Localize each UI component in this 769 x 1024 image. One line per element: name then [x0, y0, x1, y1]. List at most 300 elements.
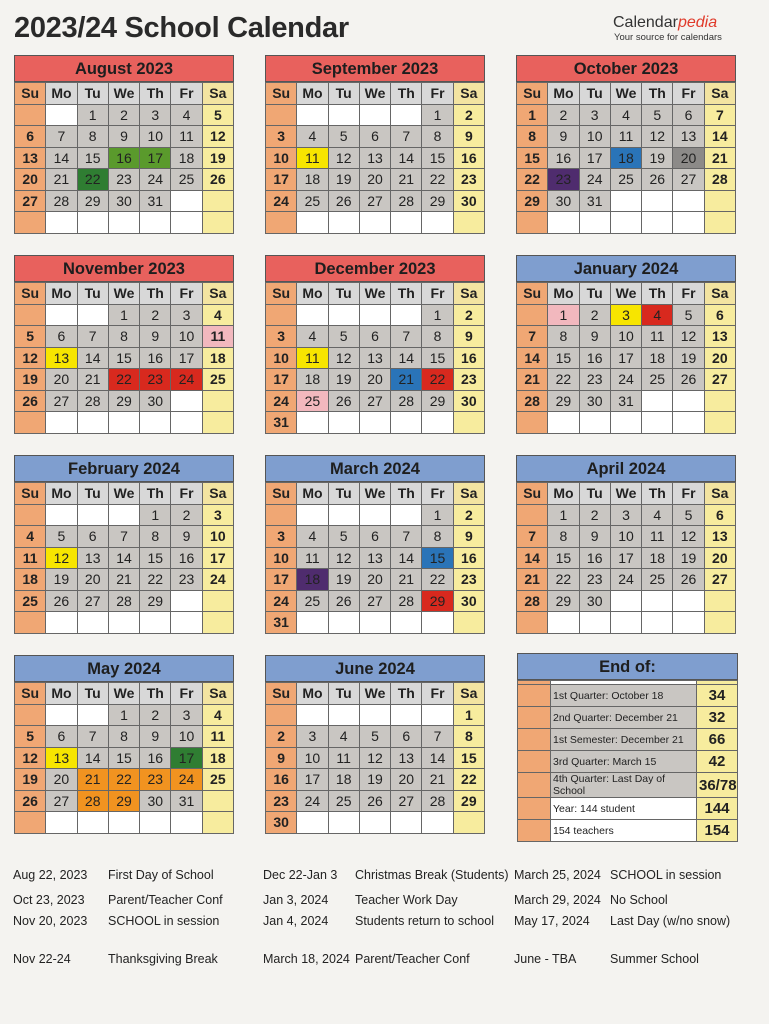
day-cell: 23	[453, 369, 484, 391]
day-cell: 23	[266, 790, 297, 812]
day-cell: 21	[391, 169, 422, 191]
weekday-header: Sa	[704, 483, 735, 505]
day-cell: 8	[422, 326, 453, 348]
day-cell: 28	[77, 790, 108, 812]
day-cell: 2	[140, 704, 171, 726]
day-cell: 7	[422, 726, 453, 748]
day-cell: 30	[453, 190, 484, 212]
day-cell: 22	[140, 569, 171, 591]
day-cell: 19	[328, 169, 359, 191]
note-event: Parent/Teacher Conf	[108, 893, 223, 907]
day-cell: 14	[391, 347, 422, 369]
day-cell: 5	[642, 104, 673, 126]
day-cell: 6	[704, 504, 735, 526]
day-cell: 14	[704, 126, 735, 148]
day-cell: 16	[140, 747, 171, 769]
day-cell: 27	[391, 790, 422, 812]
weekday-header: We	[359, 83, 390, 105]
day-cell: 27	[46, 790, 77, 812]
day-cell: 17	[140, 147, 171, 169]
day-cell: 4	[610, 104, 641, 126]
day-cell: 7	[108, 526, 139, 548]
weekday-header: Mo	[46, 83, 77, 105]
day-cell: 18	[642, 547, 673, 569]
weekday-header: Su	[15, 483, 46, 505]
day-cell: 25	[15, 590, 46, 612]
day-cell: 7	[77, 726, 108, 748]
day-cell: 1	[422, 104, 453, 126]
day-cell: 27	[359, 390, 390, 412]
day-cell: 22	[548, 569, 579, 591]
day-cell: 15	[422, 347, 453, 369]
day-cell: 18	[642, 347, 673, 369]
weekday-header: Sa	[453, 483, 484, 505]
note-event: SCHOOL in session	[610, 868, 722, 882]
day-cell: 2	[171, 504, 202, 526]
day-cell: 11	[171, 126, 202, 148]
day-cell: 17	[610, 347, 641, 369]
day-cell: 16	[579, 547, 610, 569]
weekday-header: Su	[266, 283, 297, 305]
weekday-header: We	[108, 83, 139, 105]
day-cell: 13	[46, 747, 77, 769]
weekday-header: Fr	[422, 483, 453, 505]
day-cell: 16	[453, 147, 484, 169]
day-cell: 5	[328, 126, 359, 148]
weekday-header: Fr	[422, 283, 453, 305]
day-cell: 12	[359, 747, 390, 769]
weekday-header: We	[108, 483, 139, 505]
day-cell: 24	[610, 569, 641, 591]
day-cell: 20	[704, 547, 735, 569]
day-cell: 30	[140, 790, 171, 812]
day-cell: 6	[673, 104, 704, 126]
day-cell: 14	[77, 747, 108, 769]
day-cell: 31	[610, 390, 641, 412]
day-cell: 24	[171, 369, 202, 391]
day-cell: 16	[579, 347, 610, 369]
day-cell: 15	[548, 547, 579, 569]
day-cell: 5	[15, 326, 46, 348]
weekday-header: Tu	[579, 83, 610, 105]
day-cell: 7	[77, 326, 108, 348]
weekday-header: We	[610, 83, 641, 105]
day-cell: 3	[266, 526, 297, 548]
day-cell: 25	[297, 190, 328, 212]
day-cell: 12	[202, 126, 233, 148]
day-cell: 11	[202, 326, 233, 348]
day-cell: 2	[453, 304, 484, 326]
day-cell: 23	[140, 369, 171, 391]
day-cell: 5	[328, 526, 359, 548]
weekday-header: Mo	[46, 683, 77, 705]
day-cell: 27	[15, 190, 46, 212]
day-cell: 21	[391, 569, 422, 591]
day-cell: 24	[266, 590, 297, 612]
day-cell: 29	[140, 590, 171, 612]
note-date: Dec 22-Jan 3	[263, 868, 338, 882]
day-cell: 6	[359, 526, 390, 548]
weekday-header: We	[108, 283, 139, 305]
day-cell: 1	[517, 104, 548, 126]
day-cell: 26	[46, 590, 77, 612]
month-title: June 2024	[265, 655, 485, 682]
day-cell: 15	[422, 147, 453, 169]
day-cell: 30	[548, 190, 579, 212]
weekday-header: We	[610, 283, 641, 305]
note-date: Nov 22-24	[13, 952, 71, 966]
day-cell: 22	[77, 169, 108, 191]
day-cell: 8	[453, 726, 484, 748]
weekday-header: Th	[391, 283, 422, 305]
weekday-header: Tu	[328, 83, 359, 105]
weekday-header: Su	[517, 483, 548, 505]
month-title: March 2024	[265, 455, 485, 482]
day-cell: 3	[171, 704, 202, 726]
note-event: Teacher Work Day	[355, 893, 458, 907]
weekday-header: Tu	[77, 283, 108, 305]
day-cell: 12	[673, 326, 704, 348]
day-cell: 26	[359, 790, 390, 812]
day-cell: 19	[202, 147, 233, 169]
weekday-header: Sa	[202, 283, 233, 305]
day-cell: 13	[704, 326, 735, 348]
day-cell: 14	[391, 147, 422, 169]
day-cell: 7	[517, 326, 548, 348]
day-cell: 10	[171, 726, 202, 748]
day-cell: 2	[579, 304, 610, 326]
day-cell: 14	[391, 547, 422, 569]
day-cell: 19	[359, 769, 390, 791]
weekday-header: Sa	[453, 283, 484, 305]
day-cell: 25	[202, 369, 233, 391]
day-cell: 11	[297, 147, 328, 169]
day-cell: 25	[202, 769, 233, 791]
day-cell: 27	[77, 590, 108, 612]
weekday-header: Tu	[328, 683, 359, 705]
day-cell: 18	[297, 369, 328, 391]
day-cell: 18	[202, 747, 233, 769]
weekday-header: Mo	[297, 683, 328, 705]
weekday-header: Fr	[171, 483, 202, 505]
day-cell: 17	[266, 369, 297, 391]
day-cell: 20	[77, 569, 108, 591]
day-cell: 6	[15, 126, 46, 148]
day-cell: 2	[140, 304, 171, 326]
day-cell: 9	[140, 326, 171, 348]
day-cell: 8	[548, 326, 579, 348]
weekday-header: Su	[517, 283, 548, 305]
day-cell: 24	[171, 769, 202, 791]
day-cell: 11	[297, 547, 328, 569]
day-cell: 31	[171, 790, 202, 812]
day-cell: 7	[391, 526, 422, 548]
day-cell: 10	[610, 326, 641, 348]
weekday-header: Su	[266, 483, 297, 505]
day-cell: 28	[517, 390, 548, 412]
day-cell: 24	[202, 569, 233, 591]
day-cell: 19	[673, 547, 704, 569]
day-cell: 15	[548, 347, 579, 369]
day-cell: 22	[108, 369, 139, 391]
day-cell: 4	[297, 526, 328, 548]
day-cell: 9	[453, 126, 484, 148]
day-cell: 20	[359, 369, 390, 391]
weekday-header: Mo	[548, 83, 579, 105]
day-cell: 26	[673, 569, 704, 591]
day-cell: 10	[297, 747, 328, 769]
weekday-header: Fr	[171, 283, 202, 305]
day-cell: 17	[266, 569, 297, 591]
day-cell: 4	[297, 126, 328, 148]
day-cell: 21	[77, 769, 108, 791]
day-cell: 26	[673, 369, 704, 391]
day-cell: 22	[422, 369, 453, 391]
day-cell: 8	[422, 126, 453, 148]
day-cell: 25	[642, 569, 673, 591]
day-cell: 10	[140, 126, 171, 148]
day-cell: 1	[108, 704, 139, 726]
day-cell: 27	[704, 569, 735, 591]
day-cell: 13	[704, 526, 735, 548]
day-cell: 3	[610, 504, 641, 526]
day-cell: 8	[422, 526, 453, 548]
day-cell: 15	[140, 547, 171, 569]
note-date: Jan 3, 2024	[263, 893, 329, 907]
day-cell: 4	[202, 704, 233, 726]
weekday-header: Sa	[202, 683, 233, 705]
day-cell: 6	[704, 304, 735, 326]
month-title: April 2024	[516, 455, 736, 482]
day-cell: 17	[266, 169, 297, 191]
note-event: Christmas Break (Students)	[355, 868, 509, 882]
note-date: March 18, 2024	[263, 952, 350, 966]
weekday-header: Su	[266, 683, 297, 705]
day-cell: 22	[422, 569, 453, 591]
day-cell: 29	[453, 790, 484, 812]
day-cell: 13	[359, 147, 390, 169]
day-cell: 30	[453, 390, 484, 412]
day-cell: 28	[391, 390, 422, 412]
day-cell: 3	[610, 304, 641, 326]
day-cell: 22	[108, 769, 139, 791]
day-cell: 2	[108, 104, 139, 126]
day-cell: 21	[422, 769, 453, 791]
day-cell: 21	[704, 147, 735, 169]
weekday-header: Th	[140, 683, 171, 705]
weekday-header: We	[359, 683, 390, 705]
note-event: Last Day (w/no snow)	[610, 914, 731, 928]
day-cell: 10	[266, 347, 297, 369]
weekday-header: Su	[15, 283, 46, 305]
day-cell: 4	[15, 526, 46, 548]
day-cell: 18	[171, 147, 202, 169]
day-cell: 19	[328, 369, 359, 391]
day-cell: 15	[108, 747, 139, 769]
day-cell: 19	[673, 347, 704, 369]
day-cell: 7	[517, 526, 548, 548]
day-cell: 23	[108, 169, 139, 191]
day-cell: 17	[579, 147, 610, 169]
brand-logo: Calendarpedia	[613, 14, 718, 31]
day-cell: 18	[202, 347, 233, 369]
weekday-header: Sa	[453, 683, 484, 705]
day-cell: 2	[453, 104, 484, 126]
day-cell: 7	[391, 126, 422, 148]
day-cell: 4	[328, 726, 359, 748]
day-cell: 14	[517, 547, 548, 569]
end-of-value: 42	[697, 751, 738, 773]
day-cell: 23	[140, 769, 171, 791]
day-cell: 1	[422, 504, 453, 526]
day-cell: 18	[328, 769, 359, 791]
day-cell: 11	[297, 347, 328, 369]
day-cell: 1	[548, 304, 579, 326]
day-cell: 25	[328, 790, 359, 812]
day-cell: 24	[610, 369, 641, 391]
weekday-header: Mo	[548, 483, 579, 505]
end-of-value: 66	[697, 729, 738, 751]
day-cell: 9	[453, 526, 484, 548]
day-cell: 12	[328, 347, 359, 369]
day-cell: 30	[266, 812, 297, 834]
day-cell: 9	[266, 747, 297, 769]
weekday-header: Mo	[297, 483, 328, 505]
day-cell: 26	[328, 190, 359, 212]
day-cell: 15	[453, 747, 484, 769]
day-cell: 14	[77, 347, 108, 369]
note-event: No School	[610, 893, 668, 907]
day-cell: 29	[77, 190, 108, 212]
day-cell: 4	[642, 504, 673, 526]
weekday-header: Tu	[328, 483, 359, 505]
day-cell: 7	[46, 126, 77, 148]
day-cell: 27	[673, 169, 704, 191]
day-cell: 25	[297, 590, 328, 612]
day-cell: 28	[77, 390, 108, 412]
day-cell: 29	[422, 190, 453, 212]
day-cell: 19	[15, 769, 46, 791]
day-cell: 18	[610, 147, 641, 169]
note-date: Nov 20, 2023	[13, 914, 88, 928]
day-cell: 12	[328, 547, 359, 569]
end-of-label: 2nd Quarter: December 21	[551, 707, 697, 729]
day-cell: 3	[266, 126, 297, 148]
day-cell: 9	[171, 526, 202, 548]
day-cell: 6	[46, 326, 77, 348]
day-cell: 23	[579, 569, 610, 591]
day-cell: 8	[108, 726, 139, 748]
day-cell: 15	[108, 347, 139, 369]
weekday-header: Mo	[297, 83, 328, 105]
day-cell: 30	[140, 390, 171, 412]
end-of-label: Year: 144 student	[551, 798, 697, 820]
day-cell: 14	[517, 347, 548, 369]
day-cell: 26	[642, 169, 673, 191]
day-cell: 16	[140, 347, 171, 369]
end-of-label: 1st Semester: December 21	[551, 729, 697, 751]
weekday-header: Fr	[673, 83, 704, 105]
weekday-header: Fr	[171, 683, 202, 705]
weekday-header: Sa	[202, 483, 233, 505]
day-cell: 26	[202, 169, 233, 191]
day-cell: 20	[15, 169, 46, 191]
day-cell: 24	[266, 190, 297, 212]
weekday-header: We	[359, 283, 390, 305]
day-cell: 30	[579, 390, 610, 412]
day-cell: 27	[46, 390, 77, 412]
day-cell: 13	[77, 547, 108, 569]
day-cell: 31	[140, 190, 171, 212]
weekday-header: Sa	[453, 83, 484, 105]
day-cell: 26	[15, 390, 46, 412]
end-of-value: 154	[697, 820, 738, 842]
day-cell: 17	[171, 747, 202, 769]
day-cell: 9	[579, 526, 610, 548]
day-cell: 28	[391, 590, 422, 612]
note-date: June - TBA	[514, 952, 577, 966]
day-cell: 28	[704, 169, 735, 191]
day-cell: 20	[391, 769, 422, 791]
weekday-header: Fr	[422, 83, 453, 105]
day-cell: 26	[328, 590, 359, 612]
day-cell: 2	[266, 726, 297, 748]
day-cell: 12	[15, 747, 46, 769]
day-cell: 31	[266, 412, 297, 434]
weekday-header: Mo	[548, 283, 579, 305]
day-cell: 21	[391, 369, 422, 391]
end-of-value: 144	[697, 798, 738, 820]
day-cell: 1	[548, 504, 579, 526]
day-cell: 23	[171, 569, 202, 591]
weekday-header: Tu	[328, 283, 359, 305]
end-of-label: 4th Quarter: Last Day of School	[551, 773, 697, 798]
weekday-header: Su	[15, 83, 46, 105]
day-cell: 4	[297, 326, 328, 348]
weekday-header: Th	[391, 483, 422, 505]
day-cell: 12	[15, 347, 46, 369]
day-cell: 20	[46, 769, 77, 791]
day-cell: 16	[453, 347, 484, 369]
weekday-header: Tu	[77, 683, 108, 705]
day-cell: 10	[266, 547, 297, 569]
day-cell: 8	[108, 326, 139, 348]
day-cell: 22	[453, 769, 484, 791]
day-cell: 10	[610, 526, 641, 548]
note-date: March 25, 2024	[514, 868, 601, 882]
day-cell: 16	[108, 147, 139, 169]
day-cell: 9	[579, 326, 610, 348]
weekday-header: Th	[642, 283, 673, 305]
end-of-label: 1st Quarter: October 18	[551, 685, 697, 707]
weekday-header: Th	[140, 83, 171, 105]
day-cell: 29	[517, 190, 548, 212]
day-cell: 12	[673, 526, 704, 548]
weekday-header: Mo	[46, 283, 77, 305]
day-cell: 20	[359, 569, 390, 591]
day-cell: 28	[517, 590, 548, 612]
day-cell: 19	[328, 569, 359, 591]
weekday-header: Th	[391, 83, 422, 105]
day-cell: 28	[108, 590, 139, 612]
day-cell: 18	[297, 569, 328, 591]
day-cell: 3	[297, 726, 328, 748]
weekday-header: Sa	[202, 83, 233, 105]
day-cell: 24	[266, 390, 297, 412]
month-title: December 2023	[265, 255, 485, 282]
day-cell: 3	[266, 326, 297, 348]
day-cell: 19	[642, 147, 673, 169]
